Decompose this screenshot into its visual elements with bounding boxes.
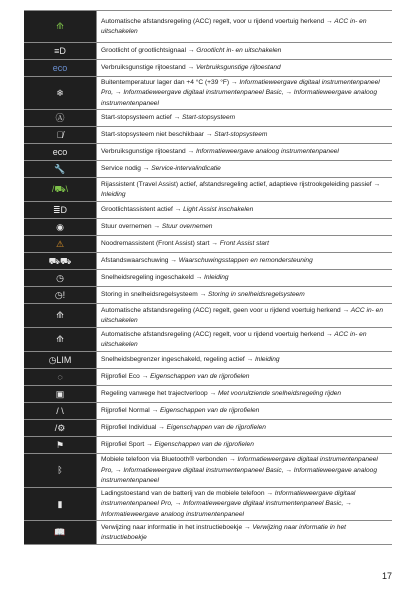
row-description: Grootlicht of grootlichtsignaal → Grootlicht in- en uitschakelen (101, 47, 282, 55)
steering-takeover-icon: ◉ (24, 219, 97, 235)
travel-assist-icon: /⛟\ (24, 178, 97, 201)
front-assist-icon: ⚠ (24, 236, 97, 252)
description-text: Automatische afstandsregeling (ACC) regelt, geen voor u rijdend voertuig herkend (101, 306, 341, 314)
row-description: Ladingstoestand van de batterij van de mobiele telefoon → Informatieweergave digitaal instrumentenpaneel Pro, → Informatieweergave digitaal instrumentenpaneel Basic, → Informatieweergave analoog instrumentenpaneel (101, 489, 356, 518)
speed-limiter-lim-icon: ◷LIM (24, 352, 97, 368)
reference-link[interactable]: Informatieweergave digitaal instrumentenpaneel Pro, → Informatieweergave digitaal instrumentenpaneel Basic, → Informatieweergave analoog instrumentenpaneel (101, 489, 356, 518)
table-row (24, 303, 392, 327)
row-description: Regeling vanwege het trajectverloop → Met vooruitziende snelheidsregeling rijden (101, 390, 342, 398)
description-text: Noodremassistent (Front Assist) start (101, 240, 210, 248)
indicator-table (24, 10, 392, 545)
high-beam-assist-icon: ≡D (24, 43, 97, 59)
row-description: Start-stopsysteem niet beschikbaar → Start-stopsysteem (101, 131, 268, 139)
reference-link[interactable]: ACC in- en uitschakelen (101, 17, 367, 35)
acc-no-vehicle-icon: ⟰ (24, 304, 97, 327)
description-text: Afstandswaarschuwing (101, 257, 169, 265)
row-description: Automatische afstandsregeling (ACC) regelt, voor u rijdend voertuig herkend → ACC in- en uitschakelen (101, 330, 367, 348)
bluetooth-icon: ᛒ (24, 454, 97, 487)
description-text: Rijassistent (Travel Assist) actief, afstandsregeling actief, adaptieve rijstrookgeleiding passief (101, 180, 372, 188)
reference-link[interactable]: ACC in- en uitschakelen (101, 330, 367, 348)
table-row (24, 368, 392, 385)
table-row (24, 218, 392, 235)
table-row (24, 59, 392, 76)
row-description: Service nodig → Service-intervalindicatie (101, 165, 221, 173)
table-row (24, 402, 392, 419)
reference-link[interactable]: Service-intervalindicatie (151, 165, 221, 173)
description-text: Start-stopsysteem actief (101, 114, 172, 122)
table-row (24, 351, 392, 368)
reference-link[interactable]: Verwijzing naar informatie in het instructieboekje (101, 523, 346, 541)
reference-link[interactable]: Met vooruitziende snelheidsregeling rijden (217, 390, 342, 398)
table-row (24, 327, 392, 351)
table-row (24, 269, 392, 286)
row-description: Snelheidsregeling ingeschakeld → Inleiding (101, 274, 229, 282)
description-text: Rijprofiel Eco (101, 373, 140, 381)
route-speed-icon: ▣ (24, 386, 97, 402)
reference-link[interactable]: Light Assist inschakelen (183, 206, 254, 214)
reference-link[interactable]: ACC in- en uitschakelen (101, 306, 383, 324)
table-row (24, 160, 392, 177)
row-description: Snelheidsbegrenzer ingeschakeld, regeling actief → Inleiding (101, 356, 280, 364)
reference-link[interactable]: Waarschuwingsstappen en remondersteuning (178, 257, 313, 265)
description-text: Rijprofiel Individual (101, 424, 157, 432)
description-text: Rijprofiel Normal (101, 407, 150, 415)
page-number: 17 (381, 571, 392, 581)
car-distance-green-icon: ⟰ (24, 11, 97, 42)
description-text: Automatische afstandsregeling (ACC) regelt, voor u rijdend voertuig herkend (101, 330, 325, 338)
table-row (24, 235, 392, 252)
table-row (24, 109, 392, 126)
description-text: Snelheidsregeling ingeschakeld (101, 274, 194, 282)
table-row (24, 177, 392, 201)
reference-link[interactable]: Start-stopsysteem (182, 114, 236, 122)
description-text: Mobiele telefoon via Bluetooth® verbonden (101, 456, 228, 464)
profile-eco-icon: ◌ (24, 369, 97, 385)
profile-normal-icon: / \ (24, 403, 97, 419)
description-text: Grootlichtassistent actief (101, 206, 173, 214)
reference-link[interactable]: Verbruiksgunstige rijtoestand (195, 64, 281, 72)
table-row (24, 252, 392, 269)
speed-control-fault-icon: ◷! (24, 287, 97, 303)
phone-battery-icon: ▮ (24, 488, 97, 520)
row-description: Stuur overnemen → Stuur overnemen (101, 223, 213, 231)
description-text: Storing in snelheidsregelsysteem (101, 291, 198, 299)
description-text: Ladingstoestand van de batterij van de mobiele telefoon (101, 489, 265, 497)
description-text: Verbruiksgunstige rijtoestand (101, 148, 186, 156)
row-description: Automatische afstandsregeling (ACC) regelt, voor u rijdend voertuig herkend → ACC in- en uitschakelen (101, 17, 367, 35)
description-text: Grootlicht of grootlichtsignaal (101, 47, 187, 55)
acc-vehicle-icon: ⟰ (24, 328, 97, 351)
row-description: Rijprofiel Sport → Eigenschappen van de rijprofielen (101, 441, 254, 449)
reference-link[interactable]: Informatieweergave digitaal instrumentenpaneel Pro, → Informatieweergave digitaal instrumentenpaneel Basic, → Informatieweergave analoog instrumentenpaneel (101, 456, 378, 485)
table-row (24, 520, 392, 545)
reference-link[interactable]: Grootlicht in- en uitschakelen (196, 47, 282, 55)
table-row (24, 453, 392, 487)
reference-link[interactable]: Informatieweergave analoog instrumentenpaneel (195, 148, 339, 156)
table-row (24, 385, 392, 402)
row-description: Rijprofiel Eco → Eigenschappen van de rijprofielen (101, 373, 250, 381)
description-text: Buitentemperatuur lager dan +4 °C (+39 °F) (101, 78, 230, 86)
distance-warning-icon: ⛟⛟ (24, 253, 97, 269)
description-text: Automatische afstandsregeling (ACC) regelt, voor u rijdend voertuig herkend (101, 17, 325, 25)
reference-link[interactable]: Front Assist start (219, 240, 269, 248)
eco-blue-icon: eco (24, 60, 97, 76)
manual-book-icon: 📖 (24, 521, 97, 544)
row-description: Verwijzing naar informatie in het instructieboekje → Verwijzing naar informatie in het instructieboekje (101, 523, 346, 541)
reference-link[interactable]: Inleiding (254, 356, 280, 364)
row-description: Rijprofiel Normal → Eigenschappen van de rijprofielen (101, 407, 260, 415)
description-text: Service nodig (101, 165, 141, 173)
row-description: Rijassistent (Travel Assist) actief, afstandsregeling actief, adaptieve rijstrookgeleiding passief → Inleiding (101, 180, 381, 198)
reference-link[interactable]: Inleiding (204, 274, 229, 282)
description-text: Verbruiksgunstige rijtoestand (101, 64, 186, 72)
reference-link[interactable]: Storing in snelheidsregelsysteem (208, 291, 305, 299)
reference-link[interactable]: Inleiding (101, 191, 126, 198)
reference-link[interactable]: Eigenschappen van de rijprofielen (166, 424, 266, 432)
description-text: Snelheidsbegrenzer ingeschakeld, regeling actief (101, 356, 245, 364)
reference-link[interactable]: Start-stopsysteem (214, 131, 268, 139)
row-description: Verbruiksgunstige rijtoestand → Verbruiksgunstige rijtoestand (101, 64, 281, 72)
table-row (24, 419, 392, 436)
profile-individual-icon: /⚙ (24, 420, 97, 436)
table-row (24, 286, 392, 303)
speed-limiter-icon: ◷ (24, 270, 97, 286)
row-description: Verbruiksgunstige rijtoestand → Informatieweergave analoog instrumentenpaneel (101, 148, 339, 156)
description-text: Regeling vanwege het trajectverloop (101, 390, 208, 398)
row-description: Storing in snelheidsregelsysteem → Storing in snelheidsregelsysteem (101, 291, 305, 299)
row-description: Buitentemperatuur lager dan +4 °C (+39 °F) → Informatieweergave digitaal instrumentenpaneel Pro, → Informatieweergave digitaal instrumentenpaneel Basic, → Informatieweergave analoog instrumentenpaneel (101, 78, 380, 107)
table-row (24, 487, 392, 520)
table-row (24, 143, 392, 160)
table-row (24, 76, 392, 109)
reference-link[interactable]: Informatieweergave digitaal instrumentenpaneel Pro, → Informatieweergave digitaal instrumentenpaneel Basic, → Informatieweergave analoog instrumentenpaneel (101, 78, 380, 107)
reference-link[interactable]: Stuur overnemen (161, 223, 213, 231)
table-row (24, 201, 392, 218)
table-row (24, 436, 392, 453)
description-text: Rijprofiel Sport (101, 441, 145, 449)
table-row (24, 42, 392, 59)
reference-link[interactable]: Eigenschappen van de rijprofielen (150, 373, 250, 381)
description-text: Verwijzing naar informatie in het instructieboekje (101, 523, 243, 531)
row-description: Rijprofiel Individual → Eigenschappen van de rijprofielen (101, 424, 266, 432)
row-description: Automatische afstandsregeling (ACC) regelt, geen voor u rijdend voertuig herkend → ACC in- en uitschakelen (101, 306, 383, 324)
wrench-icon: 🔧 (24, 161, 97, 177)
row-description: Afstandswaarschuwing → Waarschuwingsstappen en remondersteuning (101, 257, 313, 265)
light-assist-icon: ≣D (24, 202, 97, 218)
description-text: Stuur overnemen (101, 223, 152, 231)
start-stop-unavailable-icon: Ⓐ̸ (24, 127, 97, 143)
eco-icon: eco (24, 144, 97, 160)
snowflake-icon: ❄ (24, 77, 97, 109)
reference-link[interactable]: Eigenschappen van de rijprofielen (154, 441, 254, 449)
reference-link[interactable]: Eigenschappen van de rijprofielen (160, 407, 260, 415)
start-stop-icon: Ⓐ (24, 110, 97, 126)
row-description: Noodremassistent (Front Assist) start → Front Assist start (101, 240, 269, 248)
table-row (24, 10, 392, 42)
profile-sport-icon: ⚑ (24, 437, 97, 453)
row-description: Mobiele telefoon via Bluetooth® verbonden → Informatieweergave digitaal instrumentenpaneel Pro, → Informatieweergave digitaal instrumentenpaneel Basic, → Informatieweergave analoog instrumentenpaneel (101, 456, 378, 485)
description-text: Start-stopsysteem niet beschikbaar (101, 131, 204, 139)
row-description: Grootlichtassistent actief → Light Assist inschakelen (101, 206, 254, 214)
table-row (24, 126, 392, 143)
row-description: Start-stopsysteem actief → Start-stopsysteem (101, 114, 236, 122)
